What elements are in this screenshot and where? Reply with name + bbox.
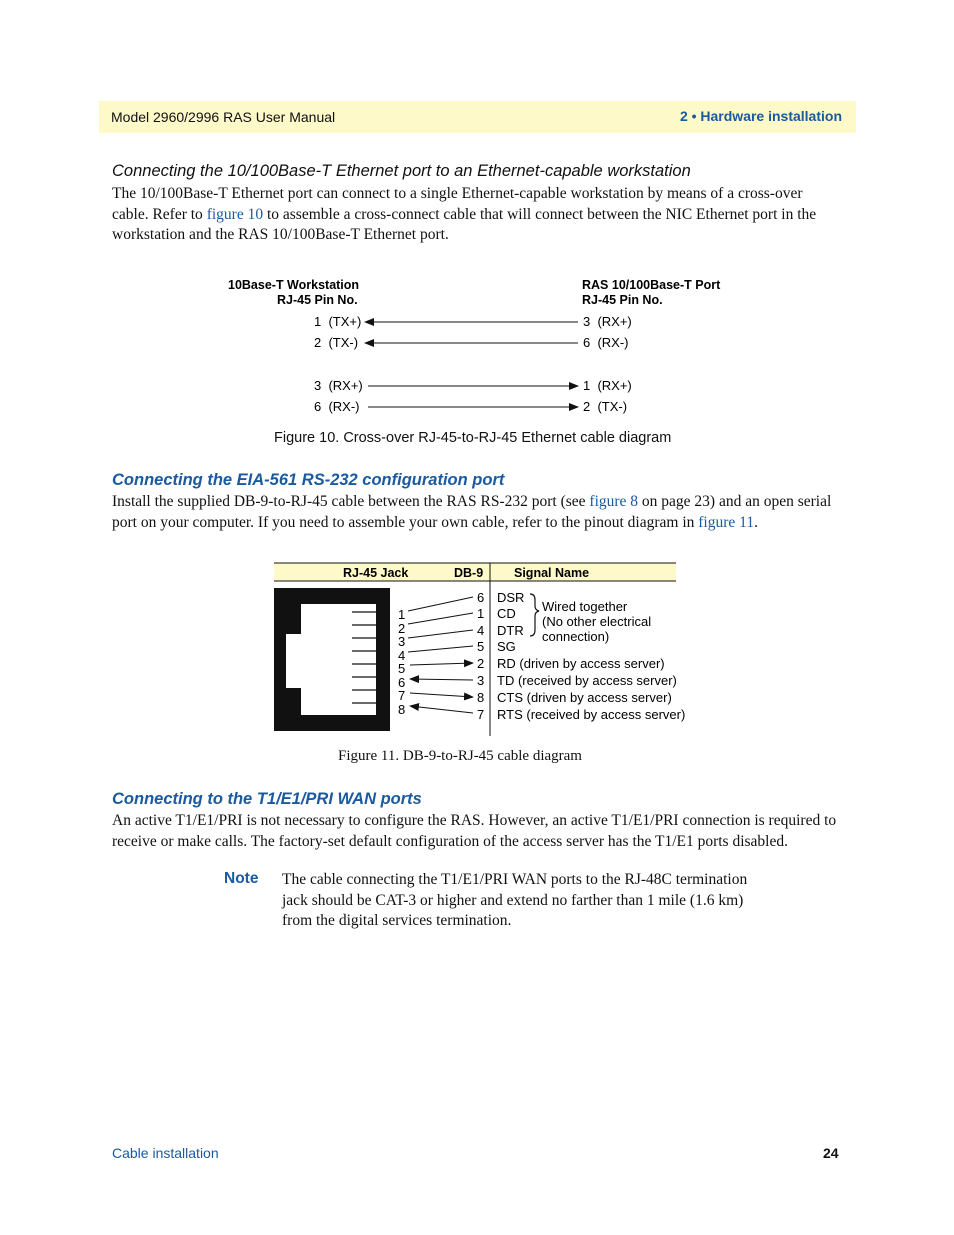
fig11-rj-pin: 5 (398, 661, 406, 676)
fig11-wire (410, 663, 473, 665)
fig11-signal: CTS (driven by access server) (497, 690, 672, 705)
fig11-signal: TD (received by access server) (497, 673, 677, 688)
fig11-db9-pin: 4 (477, 623, 485, 638)
fig10-right-pin: 6 (RX-) (583, 335, 629, 350)
figure-10-caption: Figure 10. Cross-over RJ-45-to-RJ-45 Ethernet cable diagram (274, 430, 672, 446)
page-number: 24 (823, 1145, 839, 1161)
fig11-col-db9: DB-9 (454, 566, 484, 580)
figure-10-link[interactable]: figure 10 (206, 205, 264, 223)
fig10-right-pin: 3 (RX+) (583, 314, 632, 329)
fig11-wire (410, 679, 473, 680)
rj45-jack-icon (274, 588, 390, 731)
fig10-left-title-1: 10Base-T Workstation (228, 278, 360, 292)
fig11-db9-pin: 3 (477, 673, 485, 688)
fig11-db9-pin: 7 (477, 707, 485, 722)
fig11-signal: SG (497, 639, 516, 654)
fig10-right-pin: 2 (TX-) (583, 399, 628, 414)
fig11-db9-pin: 6 (477, 590, 485, 605)
figure-11-link[interactable]: figure 11 (698, 513, 755, 531)
fig11-wired-note: Wired together (542, 599, 628, 614)
wan-paragraph: An active T1/E1/PRI is not necessary to configure the RAS. However, an active T1/E1/PRI connection is required to receive or make calls. The factory-set default configuration of the access server has the T1/E1 ports disabled. (112, 812, 837, 850)
ethernet-paragraph: The 10/100Base-T Ethernet port can connect to a single Ethernet-capable workstation by means of a cross-over cable. Refer to figure 10 to assemble a cross-connect cable that will connect between the NIC Ethernet port in the workstation and the RAS 10/100Base-T Ethernet port. (112, 185, 817, 243)
fig11-rj-pin: 4 (398, 648, 406, 663)
fig10-right-pin: 1 (RX+) (583, 378, 632, 393)
rs232-paragraph: Install the supplied DB-9-to-RJ-45 cable between the RAS RS-232 port (see figure 8 on page 23) and an open serial port on your computer. If you need to assemble your own cable, refer to the pinout diagram in figure 11. (112, 493, 832, 531)
note-text: The cable connecting the T1/E1/PRI WAN ports to the RJ-48C termination jack should be CAT-3 or higher and extend no farther than 1 mile (1.6 km) from the digital services termination. (282, 871, 748, 929)
fig11-col-signal: Signal Name (514, 566, 590, 580)
note-label: Note (224, 870, 259, 887)
fig11-wire (410, 693, 473, 697)
footer-section: Cable installation (112, 1145, 219, 1161)
fig11-rj-pin: 2 (398, 621, 406, 636)
fig10-left-pin: 1 (TX+) (314, 314, 362, 329)
fig10-left-pin: 3 (RX+) (314, 378, 363, 393)
figure-11-diagram (0, 555, 954, 740)
fig11-wire (408, 646, 473, 652)
figure-8-link[interactable]: figure 8 (589, 493, 639, 510)
fig11-signal: CD (497, 606, 516, 621)
fig11-db9-pin: 2 (477, 656, 485, 671)
fig10-right-title-1: RAS 10/100Base-T Port (582, 278, 721, 292)
figure-11-caption: Figure 11. DB-9-to-RJ-45 cable diagram (338, 748, 582, 764)
figure-10-diagram (0, 0, 954, 430)
fig11-rj-pin: 3 (398, 634, 406, 649)
fig11-rj-pin: 1 (398, 607, 406, 622)
wan-heading: Connecting to the T1/E1/PRI WAN ports (112, 790, 422, 808)
rs232-heading: Connecting the EIA-561 RS-232 configuration port (112, 471, 505, 489)
fig10-left-pin: 2 (TX-) (314, 335, 359, 350)
fig11-signal: RTS (received by access server) (497, 707, 686, 722)
chapter-title: 2 • Hardware installation (679, 108, 842, 124)
fig10-right-title-2: RJ-45 Pin No. (582, 293, 663, 307)
fig11-wired-note: (No other electrical (542, 614, 652, 629)
fig10-left-title-2: RJ-45 Pin No. (277, 293, 358, 307)
fig11-col-rj45: RJ-45 Jack (343, 566, 409, 580)
fig11-wire (410, 706, 473, 713)
fig11-wire (408, 630, 473, 638)
fig11-db9-pin: 8 (477, 690, 485, 705)
ethernet-heading: Connecting the 10/100Base-T Ethernet port to an Ethernet-capable workstation (112, 162, 691, 180)
manual-title: Model 2960/2996 RAS User Manual (111, 109, 336, 125)
fig11-db9-pin: 1 (477, 606, 485, 621)
fig11-wired-note: connection) (542, 629, 610, 644)
fig11-rj-pin: 6 (398, 675, 406, 690)
fig11-signal: DTR (497, 623, 524, 638)
fig11-signal: RD (driven by access server) (497, 656, 665, 671)
fig10-left-pin: 6 (RX-) (314, 399, 360, 414)
fig11-rj-pin: 8 (398, 702, 406, 717)
fig11-signal: DSR (497, 590, 525, 605)
fig11-wire (408, 613, 473, 624)
fig11-rj-pin: 7 (398, 688, 406, 703)
fig11-wire (408, 597, 473, 611)
fig11-db9-pin: 5 (477, 639, 485, 654)
brace-icon (530, 594, 539, 636)
